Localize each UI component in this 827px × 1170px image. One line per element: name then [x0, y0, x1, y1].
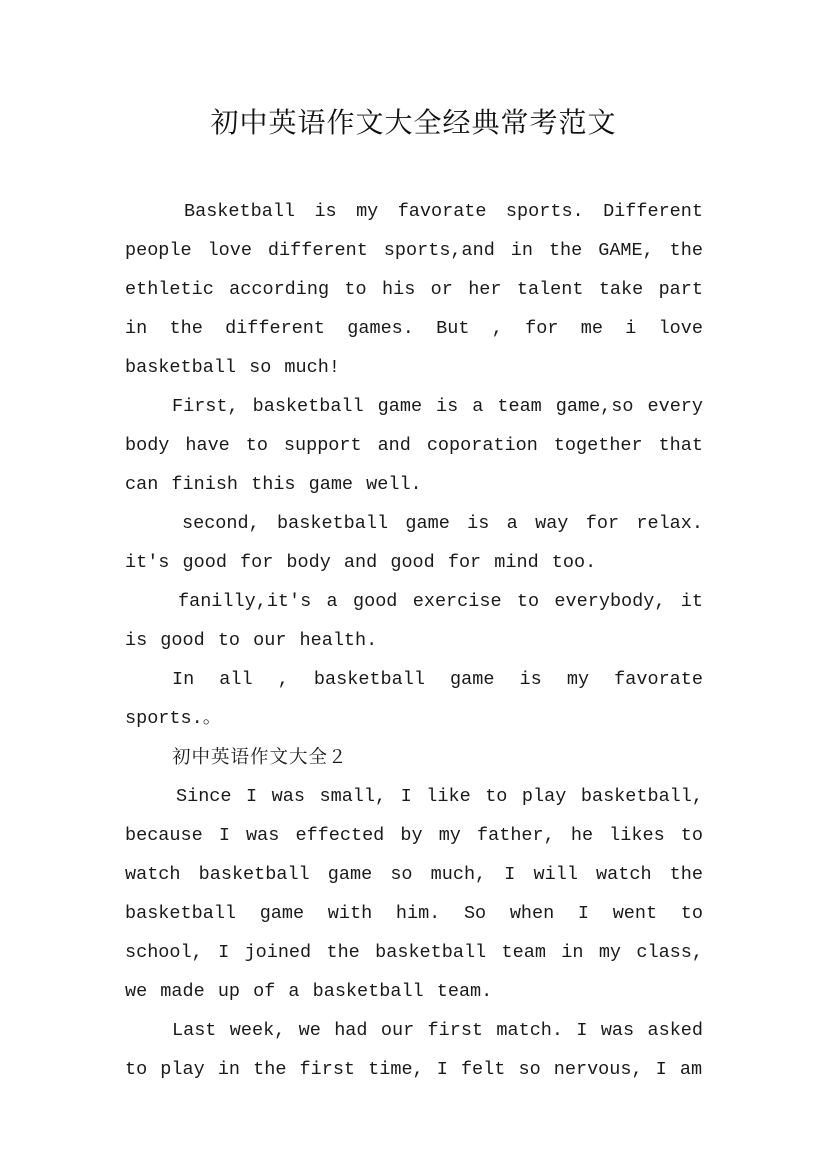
- paragraph-first-reason: First, basketball game is a team game,so every body have to support and coporation together that can finish this game well.: [125, 396, 703, 495]
- paragraph-in-all: In all , basketball game is my favorate sports.。: [125, 669, 703, 729]
- paragraph-finally: fanilly,it's a good exercise to everybody, it is good to our health.: [125, 591, 703, 651]
- paragraph-basketball-intro: Basketball is my favorate sports. Different people love different sports,and in the GAME, the ethletic according to his or her talent take part in the different games. But , for me i love basketball so much!: [125, 201, 703, 378]
- document-title: 初中英语作文大全经典常考范文: [210, 106, 617, 139]
- document-body: [125, 192, 703, 1089]
- section-heading-2: 初中英语作文大全２: [172, 747, 348, 768]
- paragraph-last-week: Last week, we had our first match. I was asked to play in the first time, I felt so nervous, I am: [125, 1020, 703, 1080]
- paragraph-second-reason: second, basketball game is a way for relax. it's good for body and good for mind too.: [125, 513, 703, 573]
- paragraph-since-small: Since I was small, I like to play basketball, because I was effected by my father, he likes to watch basketball game so much, I will watch the basketball game with him. So when I went to school, I joined the basketball team in my class, we made up of a basketball team.: [125, 786, 703, 1002]
